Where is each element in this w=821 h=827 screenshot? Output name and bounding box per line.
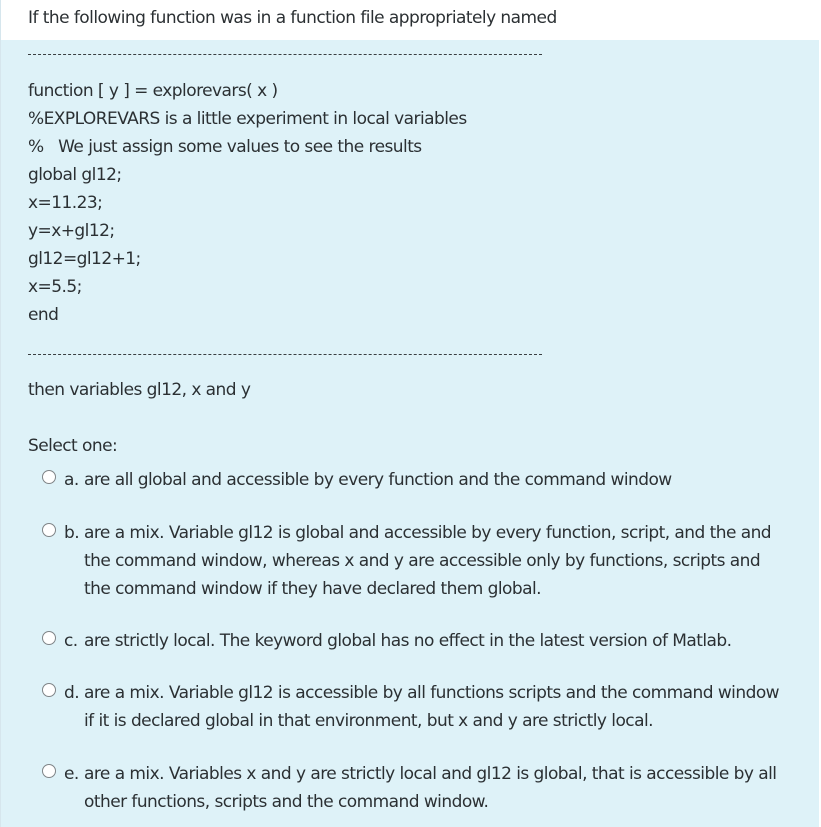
code-line-reassign-x: x=5.5;	[28, 277, 82, 297]
code-line-function-signature: function [ y ] = explorevars( x )	[28, 81, 278, 101]
code-line-global-decl: global gl12;	[28, 165, 122, 185]
option-letter-b: b.	[64, 523, 80, 543]
option-d-line-1: are a mix. Variable gl12 is accessible by all functions scripts and the command window	[84, 683, 780, 703]
option-text-b[interactable]	[84, 519, 819, 603]
radio-button-e[interactable]	[42, 764, 56, 778]
option-b-line-2: the command window, whereas x and y are accessible only by functions, scripts and	[84, 551, 761, 571]
code-line-comment-detail: % We just assign some values to see the results	[28, 137, 422, 157]
answer-option-a[interactable]	[42, 466, 802, 494]
option-c-line-1: are strictly local. The keyword global has no effect in the latest version of Matlab.	[84, 631, 732, 651]
option-letter-c: c.	[64, 631, 78, 651]
select-one-label: Select one:	[28, 436, 118, 456]
radio-button-c[interactable]	[42, 631, 56, 645]
code-line-comment-title: %EXPLOREVARS is a little experiment in local variables	[28, 109, 467, 129]
option-text-e[interactable]	[84, 760, 819, 816]
answer-option-e[interactable]	[42, 760, 802, 816]
answer-option-d[interactable]	[42, 679, 802, 735]
code-line-end: end	[28, 305, 59, 325]
option-text-c[interactable]	[84, 627, 819, 655]
option-text-d[interactable]	[84, 679, 819, 735]
answer-option-b[interactable]	[42, 519, 802, 603]
option-e-line-1: are a mix. Variables x and y are strictly local and gl12 is global, that is accessible by all	[84, 764, 777, 784]
code-line-increment-gl12: gl12=gl12+1;	[28, 249, 141, 269]
option-e-line-2: other functions, scripts and the command window.	[84, 792, 489, 812]
answer-option-c[interactable]	[42, 627, 802, 655]
option-b-line-3: the command window if they have declared them global.	[84, 579, 542, 599]
code-line-assign-y: y=x+gl12;	[28, 221, 115, 241]
separator-bottom	[28, 354, 542, 355]
code-line-assign-x: x=11.23;	[28, 193, 103, 213]
option-d-line-2: if it is declared global in that environment, but x and y are strictly local.	[84, 711, 653, 731]
option-b-line-1: are a mix. Variable gl12 is global and accessible by every function, script, and the and	[84, 523, 772, 543]
option-letter-a: a.	[64, 470, 79, 490]
option-letter-d: d.	[64, 683, 80, 703]
option-a-line-1: are all global and accessible by every function and the command window	[84, 470, 672, 490]
option-text-a[interactable]	[84, 466, 819, 494]
radio-button-b[interactable]	[42, 523, 56, 537]
radio-button-a[interactable]	[42, 470, 56, 484]
separator-top	[28, 54, 542, 55]
question-prompt: then variables gl12, x and y	[28, 380, 251, 400]
question-intro: If the following function was in a function file appropriately named	[28, 8, 557, 28]
option-letter-e: e.	[64, 764, 79, 784]
radio-button-d[interactable]	[42, 683, 56, 697]
